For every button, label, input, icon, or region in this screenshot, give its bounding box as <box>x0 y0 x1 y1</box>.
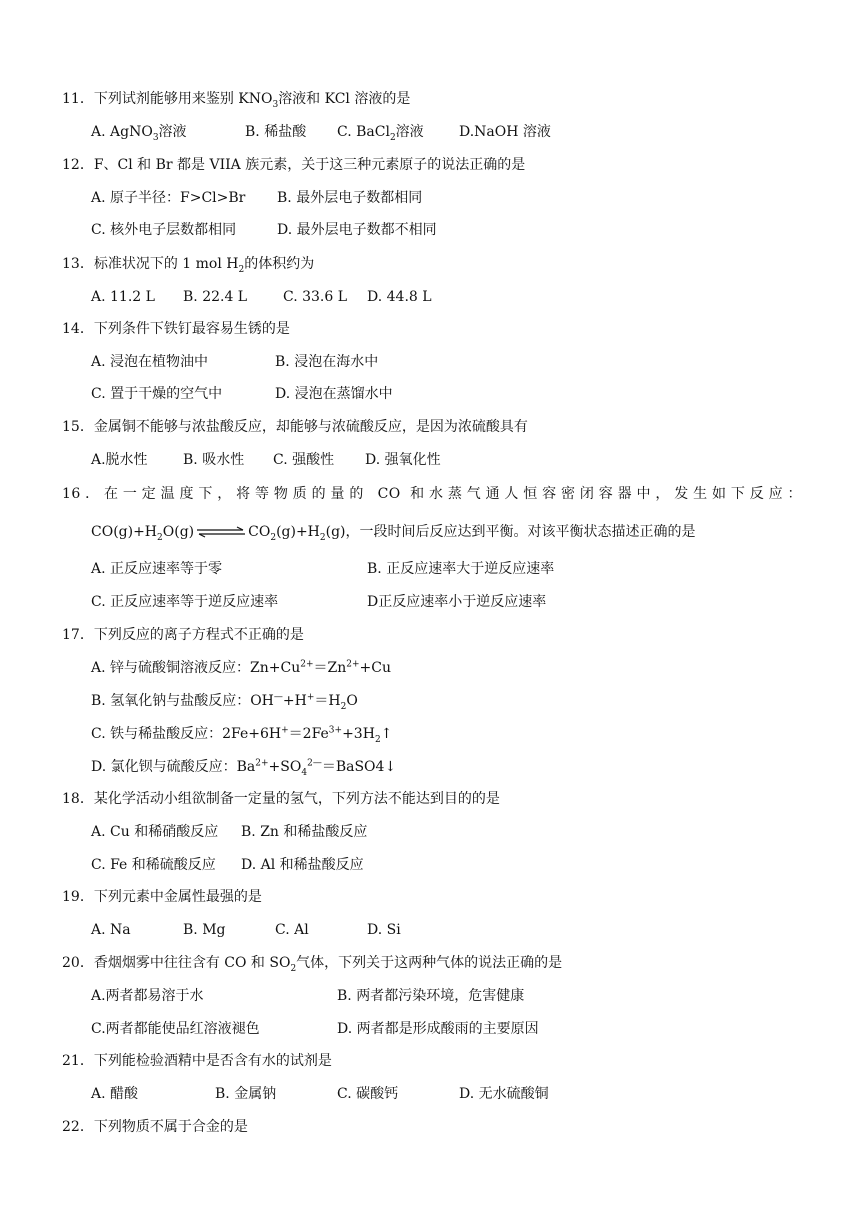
question-14-options-row2 <box>91 385 393 403</box>
option-b: B. 稀盐酸 <box>245 124 307 140</box>
option-b: B. 正反应速率大于逆反应速率 <box>367 561 555 577</box>
question-19-stem: 19．下列元素中金属性最强的是 <box>62 889 262 905</box>
question-17-stem: 17．下列反应的离子方程式不正确的是 <box>62 627 304 643</box>
option-b: B. 浸泡在海水中 <box>275 354 379 370</box>
question-12-options-row1 <box>91 189 422 207</box>
question-16-options-row1 <box>91 560 554 578</box>
equilibrium-arrow-icon <box>195 526 247 538</box>
question-16-equation: $CO(g)+H_2O(g)$ $CO_2(g)+H_2(g)$，一段时间后反应达到平衡。对该平衡状态描述正确的是 <box>91 524 696 543</box>
question-16-stem: 16．在一定温度下，将等物质的量的 CO 和水蒸气通人恒容密闭容器中，发生如下反应： <box>62 486 802 502</box>
option-a: A. Cu 和稀硝酸反应 <box>91 824 219 840</box>
question-20-stem: 20．香烟烟雾中往往含有 CO 和 $SO_2$气体，下列关于这两种气体的说法正确的是 <box>62 955 563 974</box>
option-c: C. 碳酸钙 <box>337 1086 399 1102</box>
question-18-options-row2 <box>91 856 364 874</box>
question-21-stem: 21．下列能检验酒精中是否含有水的试剂是 <box>62 1053 332 1069</box>
question-17-option-a: A. 锌与硫酸铜溶液反应：$Zn+Cu^{2+}=Zn^{2+}+Cu$ <box>91 659 391 676</box>
option-b: B. 两者都污染环境，危害健康 <box>337 988 525 1004</box>
question-14-stem: 14．下列条件下铁钉最容易生锈的是 <box>62 321 290 337</box>
option-c: C. 33.6 L <box>283 289 348 305</box>
option-c: C. 置于干燥的空气中 <box>91 386 223 402</box>
option-a: A. 11.2 L <box>91 289 155 305</box>
question-15-stem: 15．金属铜不能够与浓盐酸反应，却能够与浓硫酸反应，是因为浓硫酸具有 <box>62 419 528 435</box>
question-11-stem: 11．下列试剂能够用来鉴别 $KNO_3$溶液和 KCl 溶液的是 <box>62 91 411 110</box>
option-a: A. 醋酸 <box>91 1086 139 1102</box>
question-20-options-row2 <box>91 1020 539 1038</box>
option-d: D. Al 和稀盐酸反应 <box>241 857 364 873</box>
question-15-options <box>91 451 441 469</box>
option-a: A.脱水性 <box>91 452 148 468</box>
option-d: D. 无水硫酸铜 <box>459 1086 549 1102</box>
question-18-options-row1 <box>91 823 367 841</box>
option-d: D. 强氧化性 <box>365 452 441 468</box>
question-17-option-b: B. 氢氧化钠与盐酸反应：$OH^—+H^+=H_2O$ <box>91 692 358 712</box>
option-c: C. 正反应速率等于逆反应速率 <box>91 594 279 610</box>
option-d: D. 最外层电子数都不相同 <box>277 222 437 238</box>
option-d: D. 44.8 L <box>367 289 432 305</box>
option-d: D正反应速率小于逆反应速率 <box>367 594 547 610</box>
option-c: C.两者都能使品红溶液褪色 <box>91 1021 260 1037</box>
option-c: C. 核外电子层数都相同 <box>91 222 237 238</box>
option-c: C. Al <box>275 922 309 938</box>
question-13-options <box>91 288 432 306</box>
option-d: D.NaOH 溶液 <box>459 124 551 140</box>
option-d: D. 两者都是形成酸雨的主要原因 <box>337 1021 539 1037</box>
option-c: C. 强酸性 <box>273 452 335 468</box>
option-a: A. Na <box>91 922 131 938</box>
option-c: C. BaCl$_2$溶液 <box>337 124 424 143</box>
option-a: A. 正反应速率等于零 <box>91 561 223 577</box>
question-12-options-row2 <box>91 221 437 239</box>
question-17-option-c: C. 铁与稀盐酸反应：$2Fe+6H^+=2Fe^{3+}+3H_2↑$ <box>91 725 393 745</box>
question-11-options <box>91 123 551 141</box>
option-b: B. 最外层电子数都相同 <box>277 190 423 206</box>
question-22-stem: 22．下列物质不属于合金的是 <box>62 1119 248 1135</box>
option-b: B. 22.4 L <box>183 289 248 305</box>
option-b: B. Mg <box>183 922 226 938</box>
option-c: C. Fe 和稀硫酸反应 <box>91 857 216 873</box>
question-13-stem: 13．标准状况下的 1 mol $H_2$的体积约为 <box>62 256 315 275</box>
option-a: A. 原子半径：F>Cl>Br <box>91 190 246 206</box>
option-a: A.两者都易溶于水 <box>91 988 204 1004</box>
question-21-options <box>91 1085 549 1103</box>
option-b: B. Zn 和稀盐酸反应 <box>241 824 368 840</box>
question-16-options-row2 <box>91 593 546 611</box>
option-a: A. AgNO$_3$溶液 <box>91 124 187 143</box>
option-a: A. 浸泡在植物油中 <box>91 354 209 370</box>
question-19-options <box>91 921 401 939</box>
question-18-stem: 18．某化学活动小组欲制备一定量的氢气，下列方法不能达到目的的是 <box>62 791 500 807</box>
question-14-options-row1 <box>91 353 378 371</box>
option-b: B. 吸水性 <box>183 452 245 468</box>
option-d: D. Si <box>367 922 401 938</box>
option-d: D. 浸泡在蒸馏水中 <box>275 386 393 402</box>
question-20-options-row1 <box>91 987 524 1005</box>
question-12-stem: 12．F、Cl 和 Br 都是 VIIA 族元素，关于这三种元素原子的说法正确的是 <box>62 157 526 173</box>
option-b: B. 金属钠 <box>215 1086 277 1102</box>
question-17-option-d: D. 氯化钡与硫酸反应：$Ba^{2+}+SO_4^{2—}=BaSO4↓$ <box>91 758 397 778</box>
